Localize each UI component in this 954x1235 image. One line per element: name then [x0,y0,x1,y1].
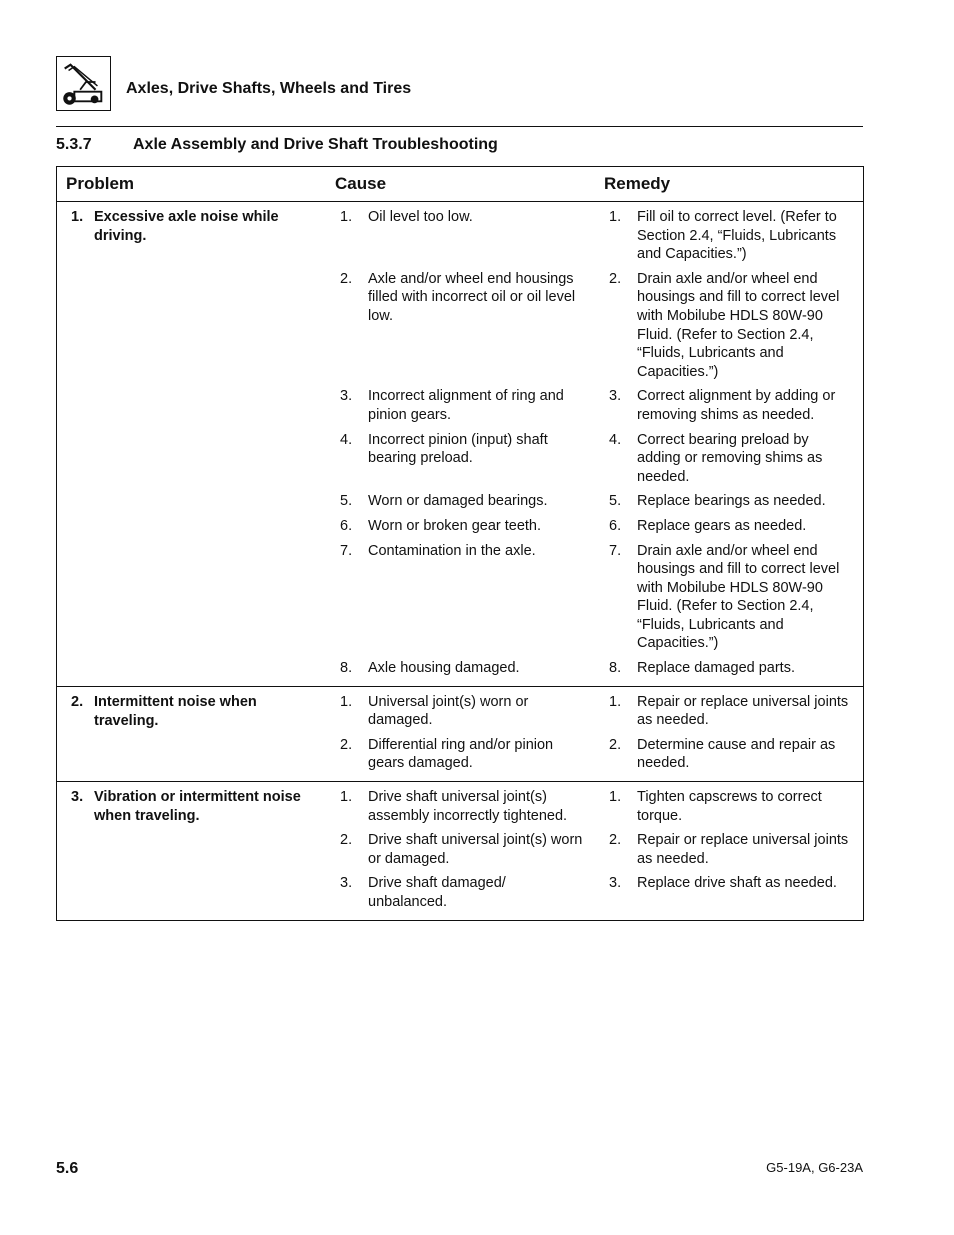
remedy-cell [594,831,863,868]
remedy-number: 8. [609,660,622,677]
remedy-number: 4. [609,431,622,448]
cause-cell [325,270,594,382]
header-cause: Cause [335,174,387,193]
table-row [325,693,863,730]
remedy-number: 2. [609,270,622,287]
cause-text: Oil level too low. [368,209,473,225]
table-row [325,659,863,678]
problem-text: Excessive axle noise while driving. [94,209,279,244]
remedy-number: 6. [609,517,622,534]
cause-number: 1. [340,209,353,225]
remedy-number: 1. [609,789,622,806]
remedy-number: 3. [609,388,622,405]
remedy-text: Replace damaged parts. [637,660,795,677]
remedy-cell [594,659,863,678]
remedy-text: Replace bearings as needed. [637,493,826,510]
cause-cell [325,387,594,424]
cause-number: 1. [340,789,353,806]
cause-cell [325,874,594,911]
cause-number: 1. [340,693,353,710]
remedy-text: Drain axle and/or wheel end housings and fill to correct level with Mobilube HDLS 80W-90 Fluid. (Refer to Section 2.4, “Fluids, Lubricants and Capacities.”) [637,270,840,380]
remedy-cell [594,270,863,382]
cause-cell [325,831,594,868]
problem-number: 2. [71,693,84,710]
cause-text: Worn or damaged bearings. [368,493,548,510]
remedy-text: Replace drive shaft as needed. [637,875,837,892]
cause-text: Differential ring and/or pinion gears damaged. [368,736,554,772]
section-title: Axle Assembly and Drive Shaft Troubleshooting [133,136,498,153]
cause-text: Axle and/or wheel end housings filled with incorrect oil or oil level low. [368,270,576,324]
remedy-number: 7. [609,542,622,559]
cause-cell [325,517,594,536]
problem-cell [57,788,325,912]
table-row [325,270,863,382]
table-row [325,831,863,868]
remedy-number: 5. [609,493,622,510]
header-title: Axles, Drive Shafts, Wheels and Tires [126,80,412,97]
model-numbers: G5-19A, G6-23A [766,1160,863,1175]
remedy-number: 3. [609,875,622,892]
table-row [325,736,863,773]
remedy-cell [594,208,863,264]
remedy-text: Correct bearing preload by adding or removing shims as needed. [637,431,823,485]
remedy-cell [594,517,863,536]
cause-text: Axle housing damaged. [368,660,520,677]
remedy-cell [594,492,863,511]
cause-number: 5. [340,493,353,510]
cause-text: Incorrect alignment of ring and pinion gears. [368,388,564,423]
header-problem: Problem [66,174,135,193]
cause-number: 8. [340,660,353,677]
remedy-text: Repair or replace universal joints as needed. [637,832,849,867]
header-divider [56,126,863,127]
remedy-cell [594,736,863,773]
cause-cell [325,693,594,730]
remedy-cell [594,431,863,487]
cause-text: Drive shaft universal joint(s) assembly incorrectly tightened. [368,789,568,824]
table-row [325,208,863,264]
cause-number: 2. [340,832,353,849]
cause-number: 2. [340,736,353,753]
cause-cell [325,659,594,678]
remedy-text: Correct alignment by adding or removing shims as needed. [637,388,836,423]
cause-number: 2. [340,270,353,287]
cause-text: Worn or broken gear teeth. [368,517,542,534]
cause-cell [325,431,594,487]
remedy-number: 1. [609,693,622,710]
header-remedy: Remedy [604,174,671,193]
machine-wheel-icon [56,56,111,111]
problem-text: Intermittent noise when traveling. [94,693,257,729]
remedy-cell [594,788,863,825]
problem-number: 1. [71,209,84,225]
remedy-number: 2. [609,736,622,753]
remedy-cell [594,542,863,654]
table-row [325,788,863,825]
cause-text: Drive shaft damaged/ unbalanced. [368,875,506,910]
cause-cell [325,788,594,825]
table-row [325,874,863,911]
remedy-text: Determine cause and repair as needed. [637,736,836,772]
cause-number: 7. [340,542,353,559]
page-number: 5.6 [56,1160,79,1177]
problem-group [57,782,863,920]
remedy-cell [594,387,863,424]
remedy-text: Drain axle and/or wheel end housings and fill to correct level with Mobilube HDLS 80W-90 Fluid. (Refer to Section 2.4, “Fluids, Lubricants and Capacities.”) [637,542,840,652]
remedy-cell [594,693,863,730]
cause-number: 6. [340,517,353,534]
table-row [325,517,863,536]
cause-text: Incorrect pinion (input) shaft bearing preload. [368,431,548,467]
problem-group [57,202,863,687]
remedy-number: 2. [609,832,622,849]
cause-number: 3. [340,875,353,892]
remedy-text: Fill oil to correct level. (Refer to Section 2.4, “Fluids, Lubricants and Capacities.”) [637,209,837,263]
remedy-text: Replace gears as needed. [637,517,807,534]
table-row [325,492,863,511]
problem-number: 3. [71,789,84,806]
cause-cell [325,492,594,511]
cause-text: Universal joint(s) worn or damaged. [368,693,529,729]
cause-text: Contamination in the axle. [368,542,536,559]
remedy-text: Tighten capscrews to correct torque. [637,789,822,824]
section-heading [56,136,498,154]
cause-number: 4. [340,431,353,448]
remedy-number: 1. [609,209,622,225]
table-body [57,202,863,920]
table-row [325,542,863,654]
remedy-cell [594,874,863,911]
cause-number: 3. [340,388,353,405]
cause-cell [325,208,594,264]
section-number: 5.3.7 [56,136,92,153]
cause-cell [325,736,594,773]
remedy-text: Repair or replace universal joints as needed. [637,693,849,729]
cause-text: Drive shaft universal joint(s) worn or damaged. [368,832,583,867]
problem-group [57,687,863,782]
problem-text: Vibration or intermittent noise when traveling. [94,789,301,825]
problem-cell [57,693,325,773]
cause-cell [325,542,594,654]
troubleshooting-table [56,166,864,921]
table-row [325,387,863,424]
problem-cell [57,208,325,678]
table-row [325,431,863,487]
table-header-row [57,167,863,202]
